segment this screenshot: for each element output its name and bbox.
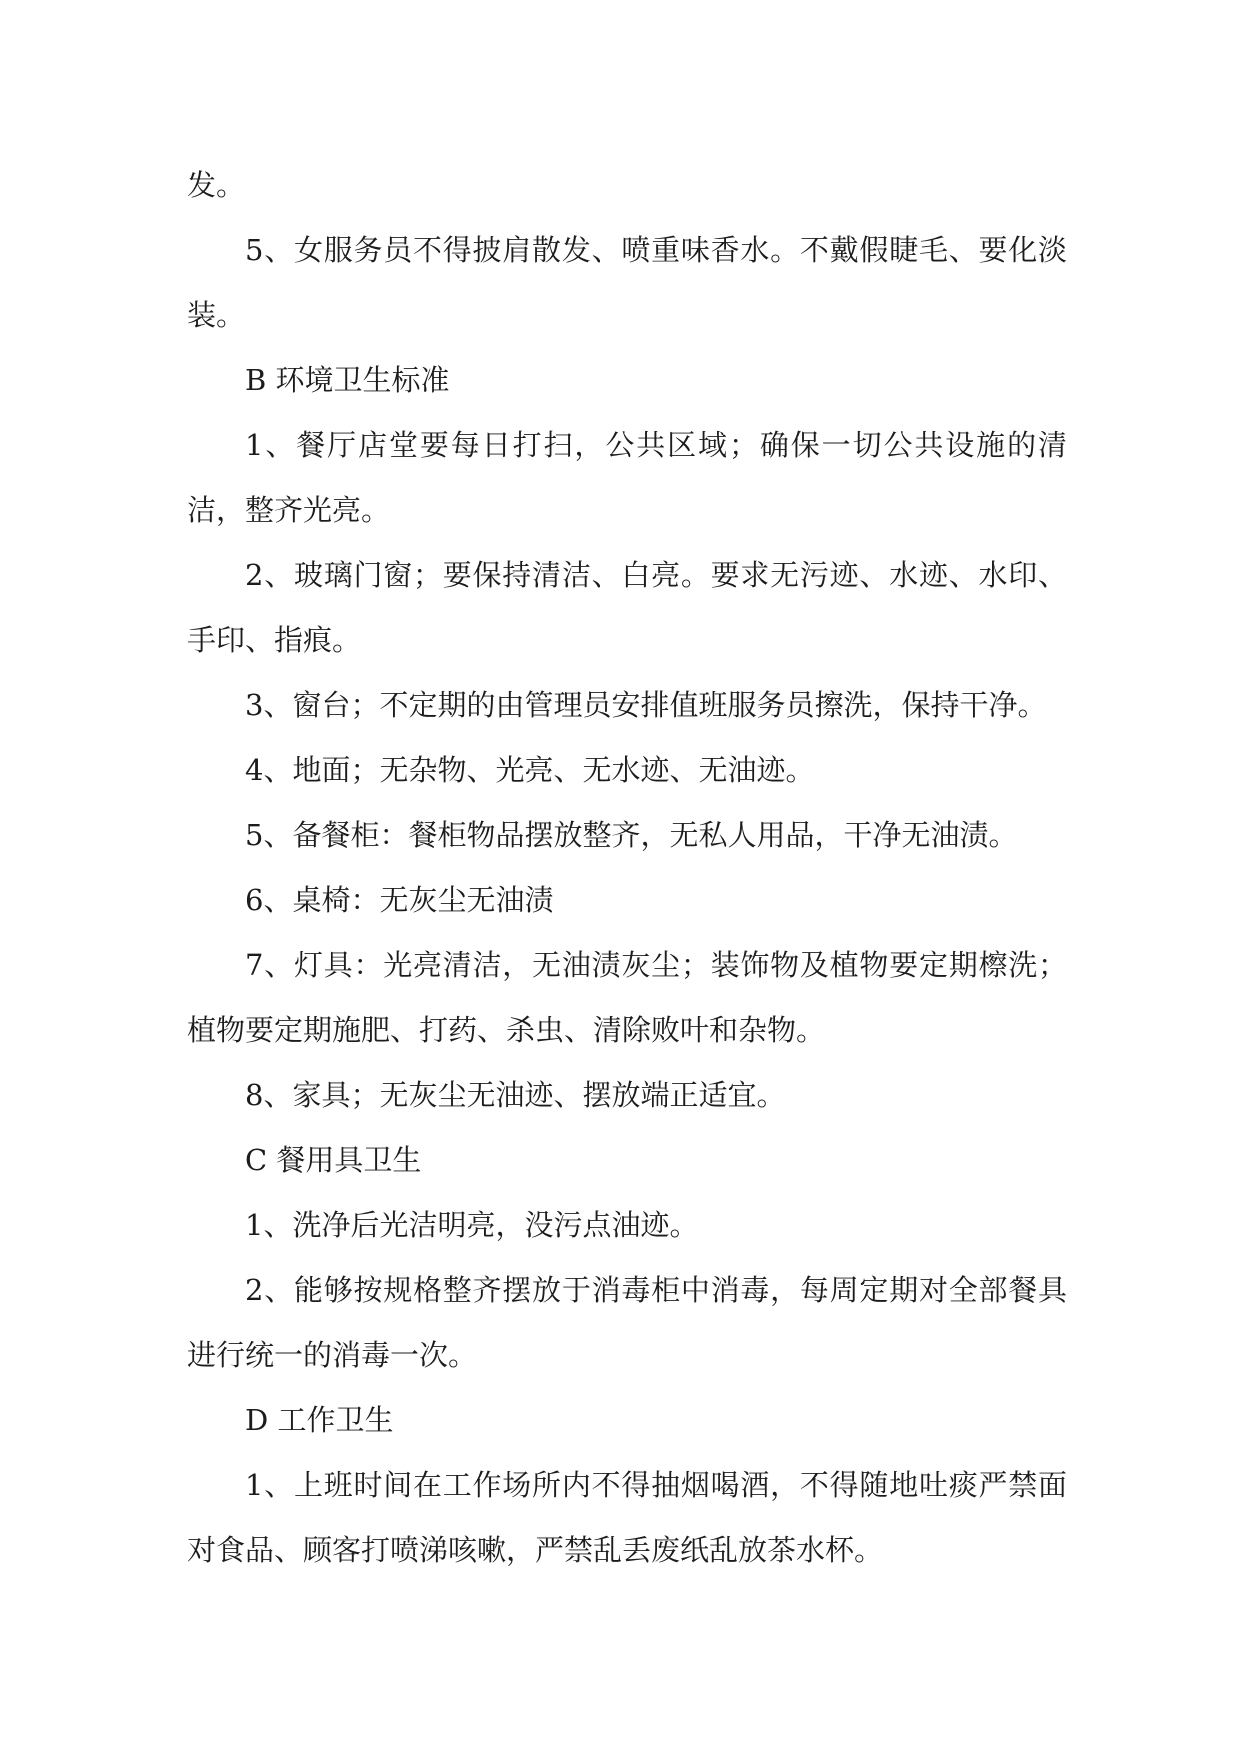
document-body bbox=[187, 153, 1067, 1583]
paragraph-windowsill: 3、窗台；不定期的由管理员安排值班服务员擦洗，保持干净。 bbox=[245, 688, 1047, 722]
paragraph-disinfection: 2、能够按规格整齐摆放于消毒柜中消毒，每周定期对全部餐具进行统一的消毒一次。 bbox=[187, 1273, 1067, 1372]
section-heading-environment-hygiene: B 环境卫生标准 bbox=[245, 363, 450, 397]
paragraph-lighting-plants: 7、灯具：光亮清洁，无油渍灰尘；装饰物及植物要定期檫洗；植物要定期施肥、打药、杀虫、清除败叶和杂物。 bbox=[187, 948, 1067, 1047]
paragraph-work-conduct: 1、上班时间在工作场所内不得抽烟喝酒，不得随地吐痰严禁面对食品、顾客打喷涕咳嗽，严禁乱丢废纸乱放茶水杯。 bbox=[187, 1468, 1067, 1567]
paragraph-floor: 4、地面；无杂物、光亮、无水迹、无油迹。 bbox=[245, 753, 815, 787]
paragraph-dining-hall-cleaning: 1、餐厅店堂要每日打扫，公共区域；确保一切公共设施的清洁，整齐光亮。 bbox=[187, 428, 1067, 527]
paragraph-furniture: 8、家具；无灰尘无油迹、摆放端正适宜。 bbox=[245, 1078, 786, 1112]
paragraph-tables-chairs: 6、桌椅：无灰尘无油渍 bbox=[245, 883, 554, 917]
paragraph-glass-doors-windows: 2、玻璃门窗；要保持清洁、白亮。要求无污迹、水迹、水印、手印、指痕。 bbox=[187, 558, 1067, 657]
section-heading-tableware-hygiene: C 餐用具卫生 bbox=[245, 1143, 422, 1177]
section-heading-work-hygiene: D 工作卫生 bbox=[245, 1403, 394, 1437]
paragraph-washed-tableware: 1、洗净后光洁明亮，没污点油迹。 bbox=[245, 1208, 699, 1242]
paragraph-service-cabinet: 5、备餐柜：餐柜物品摆放整齐，无私人用品，干净无油渍。 bbox=[245, 818, 1018, 852]
paragraph-female-staff-rule: 5、女服务员不得披肩散发、喷重味香水。不戴假睫毛、要化淡装。 bbox=[187, 233, 1067, 332]
paragraph-hair-continuation: 发。 bbox=[187, 168, 246, 202]
